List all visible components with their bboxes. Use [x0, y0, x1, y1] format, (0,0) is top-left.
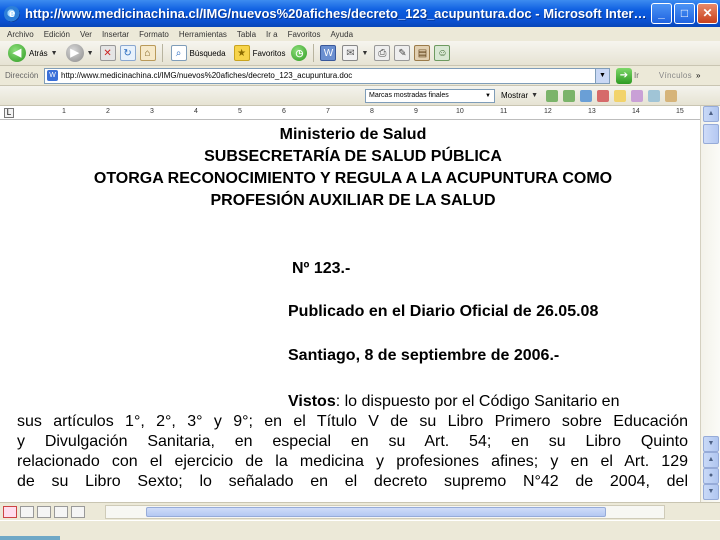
ruler-number: 13	[588, 108, 596, 115]
page-icon: W	[47, 70, 58, 81]
chevron-down-icon: ▼	[485, 92, 491, 99]
body-line: relacionado con el ejercicio de la medicina y profesiones afines; y en el Art. 129	[17, 453, 688, 470]
mail-button[interactable]	[340, 43, 370, 63]
forward-arrow-icon: ▶	[66, 44, 84, 62]
browse-object-button[interactable]: ●	[703, 468, 719, 484]
toolbar-separator	[313, 44, 314, 62]
web-layout-icon[interactable]	[20, 506, 34, 518]
internet-explorer-icon: e	[4, 6, 20, 22]
chevron-down-icon[interactable]: ▼	[531, 92, 539, 99]
ruler-number: 9	[414, 108, 418, 115]
document-subtitle: PROFESIÓN AUXILIAR DE LA SALUD	[210, 192, 496, 209]
chevron-down-icon: ▼	[50, 49, 58, 57]
go-label: Ir	[634, 71, 639, 80]
search-button[interactable]	[169, 43, 228, 63]
vistos-line	[288, 392, 619, 412]
close-button[interactable]: ✕	[697, 3, 718, 24]
ruler-number: 14	[632, 108, 640, 115]
toolbar-separator	[162, 44, 163, 62]
edit-icon[interactable]: ✎	[394, 45, 410, 61]
chevron-down-icon: ▼	[361, 49, 369, 57]
chevron-down-icon: ▼	[86, 49, 94, 57]
address-input[interactable]	[44, 68, 610, 84]
chevron-down-icon[interactable]: ▼	[595, 69, 609, 83]
reviewing-toolbar	[0, 86, 720, 106]
favorites-star-icon: ★	[234, 45, 250, 61]
normal-view-icon[interactable]	[3, 506, 17, 518]
menu-insertar[interactable]: Insertar	[101, 29, 130, 39]
previous-change-icon[interactable]	[546, 90, 558, 102]
go-button[interactable]: ➔	[616, 68, 632, 84]
messenger-icon[interactable]: ☺	[434, 45, 450, 61]
ruler-number: 10	[456, 108, 464, 115]
reading-view-icon[interactable]	[71, 506, 85, 518]
show-menu[interactable]: Mostrar	[501, 91, 529, 100]
forward-button[interactable]	[64, 43, 96, 63]
back-button[interactable]	[6, 43, 60, 63]
home-icon[interactable]: ⌂	[140, 45, 156, 61]
scroll-up-button[interactable]: ▲	[703, 106, 719, 122]
minimize-button[interactable]: _	[651, 3, 672, 24]
track-changes-icon[interactable]	[648, 90, 660, 102]
menu-favoritos[interactable]: Favoritos	[287, 29, 321, 39]
horizontal-scrollbar-row	[0, 502, 720, 520]
document-page[interactable]	[0, 120, 700, 502]
address-url: http://www.medicinachina.cl/IMG/nuevos%20afiches/decreto_123_acupuntura.doc	[61, 71, 353, 80]
vistos-label: Vistos	[288, 393, 336, 410]
ruler-number: 1	[62, 108, 66, 115]
window-title: http://www.medicinachina.cl/IMG/nuevos%20afiches/decreto_123_acupuntura.doc - Microsoft Inter…	[25, 6, 647, 21]
scroll-thumb[interactable]	[703, 124, 719, 144]
horizontal-scrollbar[interactable]	[105, 505, 665, 519]
discuss-icon[interactable]: ▤	[414, 45, 430, 61]
insert-comment-icon[interactable]	[614, 90, 626, 102]
reviewing-pane-icon[interactable]	[665, 90, 677, 102]
search-label: Búsqueda	[189, 48, 226, 58]
highlight-icon[interactable]	[631, 90, 643, 102]
ruler-number: 7	[326, 108, 330, 115]
reject-change-icon[interactable]	[597, 90, 609, 102]
markup-display-select[interactable]	[365, 89, 495, 103]
ruler-number: 6	[282, 108, 286, 115]
accept-change-icon[interactable]	[580, 90, 592, 102]
body-line: y Divulgación Sanitaria, en especial en su Art. 54; en su Libro Quinto	[17, 433, 688, 450]
markup-select-value: Marcas mostradas finales	[369, 91, 449, 99]
status-progress-accent	[0, 536, 60, 540]
menu-bar	[0, 27, 720, 41]
ruler-number: 11	[500, 108, 508, 115]
previous-page-button[interactable]: ▲	[703, 452, 719, 468]
document-subtitle: SUBSECRETARÍA DE SALUD PÚBLICA	[204, 148, 502, 165]
print-icon[interactable]: ⎙	[374, 45, 390, 61]
ruler-number: 5	[238, 108, 242, 115]
vistos-text: : lo dispuesto por el Código Sanitario en	[335, 393, 620, 410]
document-subtitle: OTORGA RECONOCIMIENTO Y REGULA A LA ACUPUNTURA COMO	[93, 170, 613, 187]
menu-ver[interactable]: Ver	[79, 29, 92, 39]
menu-formato[interactable]: Formato	[139, 29, 169, 39]
search-icon: ⌕	[171, 45, 187, 61]
stop-icon[interactable]: ✕	[100, 45, 116, 61]
body-line: de su Libro Sexto; lo señalado en el decreto supremo N°42 de 2004, del	[17, 473, 688, 490]
ruler-number: 4	[194, 108, 198, 115]
maximize-button[interactable]: □	[674, 3, 695, 24]
ruler-number: 3	[150, 108, 154, 115]
ruler-number: 8	[370, 108, 374, 115]
vertical-scrollbar[interactable]	[700, 106, 720, 502]
menu-edicion[interactable]: Edición	[43, 29, 70, 39]
ruler-number: 15	[676, 108, 684, 115]
menu-ayuda[interactable]: Ayuda	[330, 29, 354, 39]
address-label: Dirección	[5, 71, 39, 80]
menu-tabla[interactable]: Tabla	[236, 29, 257, 39]
menu-herramientas[interactable]: Herramientas	[178, 29, 227, 39]
ruler	[0, 106, 720, 120]
next-page-button[interactable]: ▼	[703, 484, 719, 500]
ruler-number: 2	[106, 108, 110, 115]
reviewing-icons	[546, 90, 677, 102]
menu-archivo[interactable]: Archivo	[7, 29, 34, 39]
address-bar	[0, 66, 720, 86]
refresh-icon[interactable]: ↻	[120, 45, 136, 61]
outline-view-icon[interactable]	[54, 506, 68, 518]
date-line: Santiago, 8 de septiembre de 2006.-	[288, 347, 560, 364]
next-change-icon[interactable]	[563, 90, 575, 102]
document-title: Ministerio de Salud	[279, 126, 427, 143]
chevron-right-icon[interactable]: »	[695, 71, 701, 80]
horizontal-scroll-thumb[interactable]	[146, 507, 606, 517]
ruler-number: 12	[544, 108, 552, 115]
body-line: sus artículos 1°, 2°, 3° y 9°; en el Título V de su Libro Primero sobre Educación	[17, 413, 688, 430]
history-icon[interactable]: ◷	[291, 45, 307, 61]
decree-number: Nº 123.-	[292, 260, 351, 277]
window-controls	[651, 3, 718, 24]
status-bar	[0, 520, 720, 540]
back-label: Atrás	[29, 48, 48, 58]
scroll-down-button[interactable]: ▼	[703, 436, 719, 452]
menu-ir-a[interactable]: Ir a	[266, 29, 278, 39]
title-bar	[0, 0, 720, 27]
links-label[interactable]: Vínculos	[658, 71, 692, 80]
tab-selector[interactable]: L	[4, 108, 14, 118]
word-icon[interactable]: W	[320, 45, 336, 61]
back-arrow-icon: ◀	[8, 44, 26, 62]
favorites-label: Favoritos	[252, 48, 286, 58]
publication-line: Publicado en el Diario Oficial de 26.05.08	[288, 303, 599, 320]
mail-icon: ✉	[342, 45, 358, 61]
print-layout-icon[interactable]	[37, 506, 51, 518]
standard-toolbar	[0, 41, 720, 66]
favorites-button[interactable]	[232, 43, 288, 63]
